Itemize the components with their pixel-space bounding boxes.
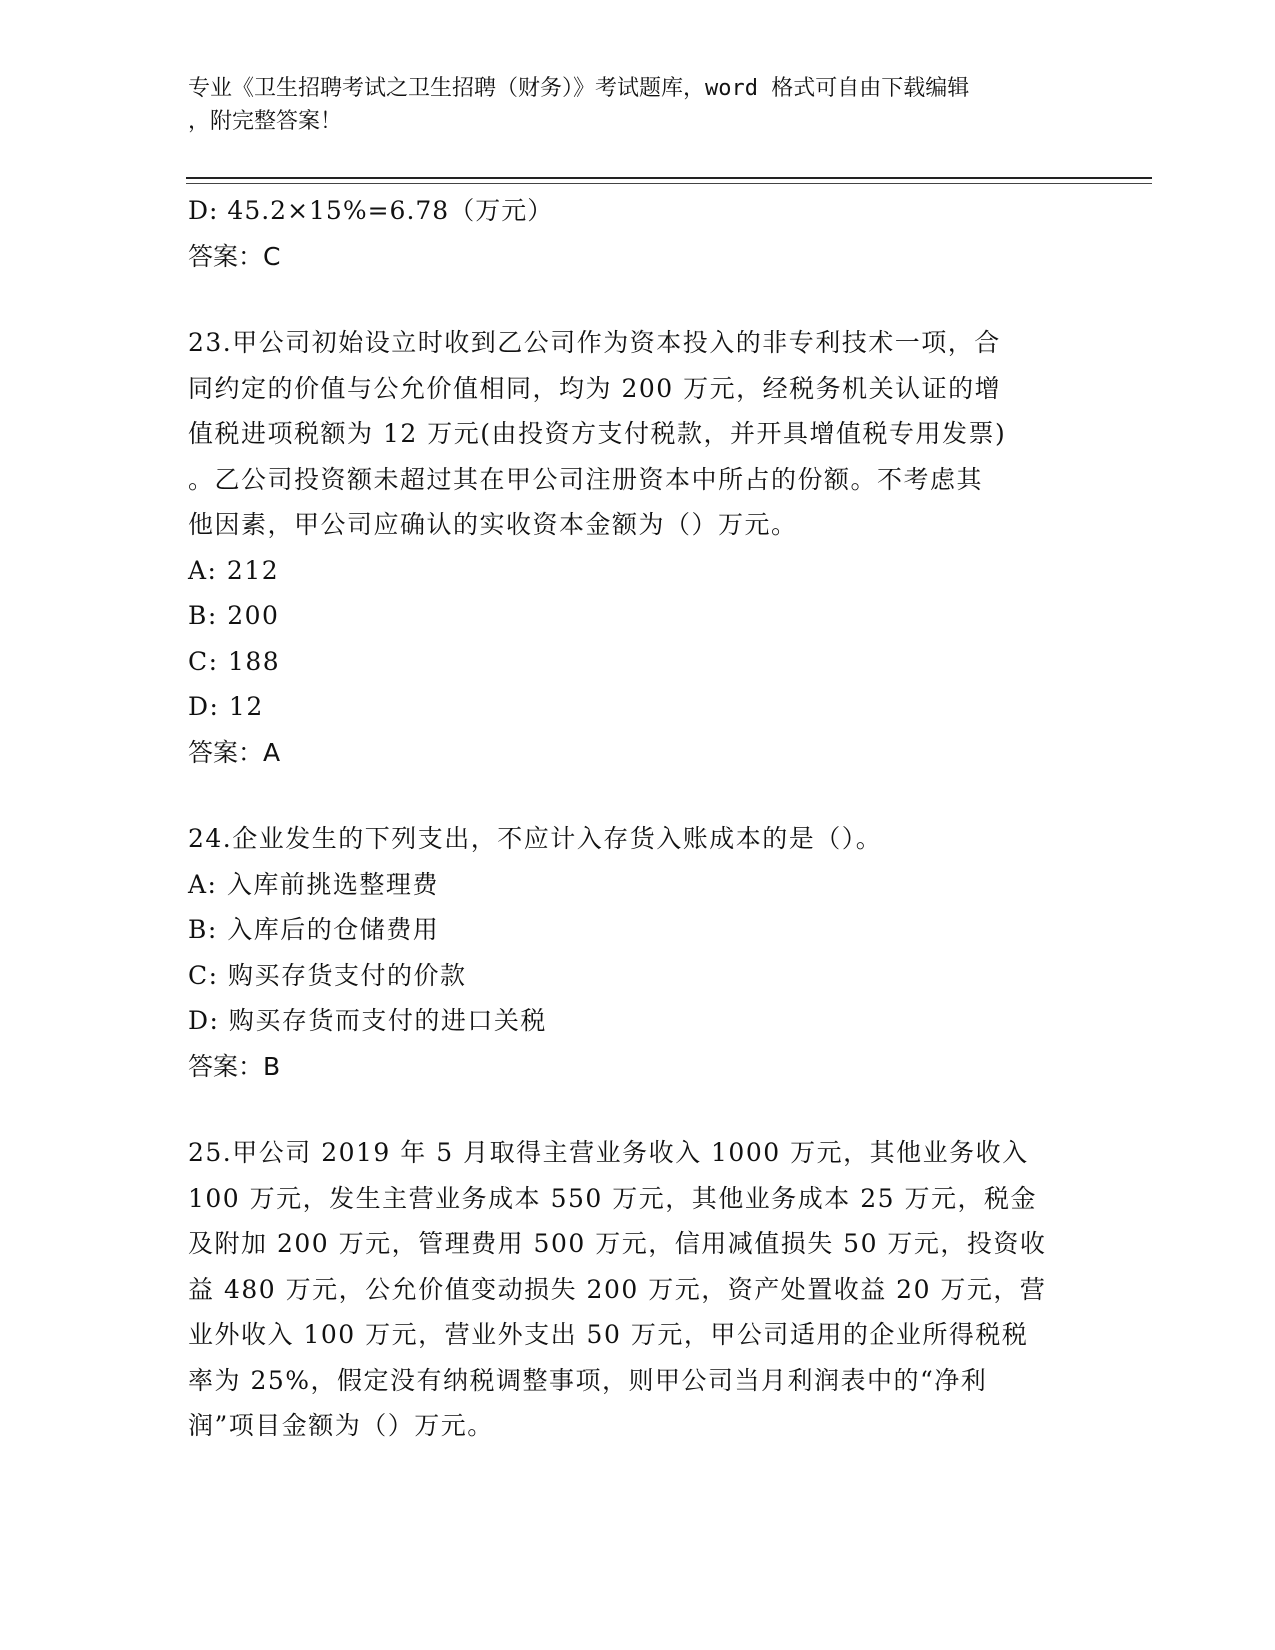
answer-line: 答案：A — [188, 737, 281, 767]
option-c: C: 购买存货支付的价款 — [188, 960, 467, 990]
document-body — [188, 188, 1088, 1449]
spacer — [188, 279, 1088, 320]
question-text-line: 率为 25%，假定没有纳税调整事项，则甲公司当月利润表中的“净利 — [188, 1365, 988, 1395]
question-text-line: 同约定的价值与公允价值相同，均为 200 万元，经税务机关认证的增 — [188, 373, 1002, 403]
option-d: D: 45.2×15%=6.78（万元） — [188, 196, 554, 225]
header-line-2: ，附完整答案！ — [188, 109, 343, 134]
question-text-line: 值税进项税额为 12 万元(由投资方支付税款，并开具增值税专用发票) — [188, 419, 1007, 448]
question-text-line: 润”项目金额为（）万元。 — [188, 1411, 494, 1440]
option-b: B: 200 — [188, 601, 280, 630]
option-a: A: 入库前挑选整理费 — [188, 869, 439, 899]
option-a: A: 212 — [188, 555, 280, 585]
question-text-line: 业外收入 100 万元，营业外支出 50 万元，甲公司适用的企业所得税税 — [188, 1320, 1029, 1349]
question-24 — [188, 816, 1088, 1089]
question-text-line: 100 万元，发生主营业务成本 550 万元，其他业务成本 25 万元，税金 — [188, 1183, 1037, 1213]
question-text-line: 。乙公司投资额未超过其在甲公司注册资本中所占的份额。不考虑其 — [188, 464, 984, 494]
option-d: D: 12 — [188, 692, 264, 721]
question-25 — [188, 1130, 1088, 1449]
answer-line: 答案：B — [188, 1051, 281, 1081]
header-divider-thick — [186, 177, 1152, 179]
document-header — [188, 72, 1068, 138]
spacer — [188, 775, 1088, 816]
question-text-line: 23.甲公司初始设立时收到乙公司作为资本投入的非专利技术一项，合 — [188, 328, 1001, 357]
question-text-line: 益 480 万元，公允价值变动损失 200 万元，资产处置收益 20 万元，营 — [188, 1274, 1047, 1304]
question-text-line: 及附加 200 万元，管理费用 500 万元，信用减值损失 50 万元，投资收 — [188, 1229, 1047, 1258]
answer-line: 答案：C — [188, 241, 281, 271]
header-divider-thin — [186, 183, 1152, 184]
option-c: C: 188 — [188, 646, 281, 676]
question-text-line: 25.甲公司 2019 年 5 月取得主营业务收入 1000 万元，其他业务收入 — [188, 1138, 1029, 1167]
question-text-line: 他因素，甲公司应确认的实收资本金额为（）万元。 — [188, 510, 798, 539]
option-d: D: 购买存货而支付的进口关税 — [188, 1006, 547, 1035]
previous-question-tail — [188, 188, 1088, 279]
spacer — [188, 1089, 1088, 1130]
question-23 — [188, 320, 1088, 775]
option-b: B: 入库后的仓储费用 — [188, 915, 440, 944]
question-text-line: 24.企业发生的下列支出，不应计入存货入账成本的是（）。 — [188, 824, 883, 853]
header-line-1: 专业《卫生招聘考试之卫生招聘（财务）》考试题库，word 格式可自由下载编辑 — [188, 76, 970, 101]
